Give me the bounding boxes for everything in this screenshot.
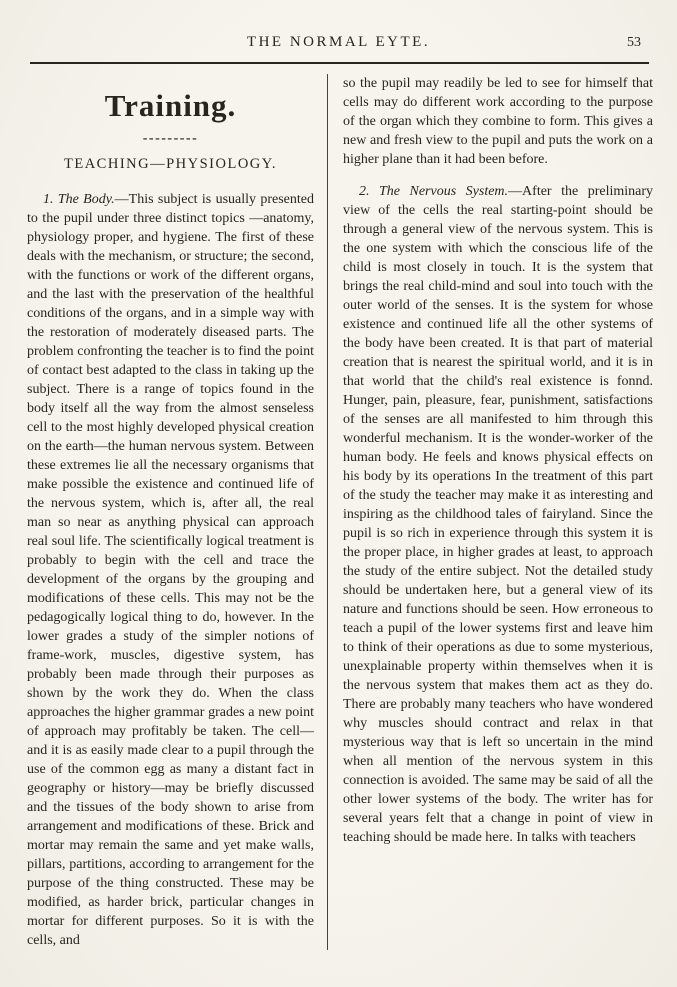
page-number: 53 xyxy=(627,35,641,50)
paragraph-lead: The Nervous System. xyxy=(369,184,509,199)
paragraph-nervous-system xyxy=(343,182,653,847)
right-column xyxy=(328,74,653,964)
section-title: Training. xyxy=(104,88,237,123)
paragraph-text: —After the preliminary view of the cells the real starting-point should be through a general view of the nervous system. This is the one system with which the conscious life of the child is most closely in touch. It is the system that brings the real child-mind and soul into touch with the outer world of the senses. It is the system for whose existence and continued life all the other systems of the body have been created. It is that part of material creation that is nearest the spiritual world, and it is in that world that the child's real existence is fonnd. Hunger, pain, pleasure, fear, punishment, satisfactions of the senses are all manifested to him through this wonderful mechanism. It is the wonder-worker of the human body. He feels and knows physical effects on his body by its operations In the treatment of this part of the study the teacher may make it as interesting and inspiring as the childhood tales of fairyland. Since the pupil is so rich in experience through this system it is the proper place, in higher grades at least, to approach the study of the entire subject. Not the detailed study should be undertaken here, but a general view of its nature and functions should be seen. How erroneous to teach a pupil of the lower systems first and leave him to think of their operations as due to some mysterious, unexplainable property within themselves when it is the nervous system that makes them act as they do. There are probably many teachers who have wondered why muscles should contract and relax in that mysterious way that is left so uncertain in the mind when all mention of the nervous system in this connection is avoided. The same may be said of all the other lower systems of the body. The writer has for several years felt that a change in point of view in teaching should be made here. In talks with teachers xyxy=(343,184,653,845)
ornament-rule: --------- xyxy=(142,131,199,146)
article-subheading: TEACHING—PHYSIOLOGY. xyxy=(64,156,277,172)
paragraph-lead: The Body. xyxy=(53,192,115,207)
page-header xyxy=(0,0,677,58)
paragraph-continuation xyxy=(343,74,653,169)
paragraph-the-body xyxy=(27,190,314,950)
publication-title: THE NORMAL EYTE. xyxy=(246,34,431,50)
paragraph-text: so the pupil may readily be led to see for himself that cells may do different work according to the purpose of the organ which they combine to form. This gives a new and fresh view to the pupil and puts the work on a higher plane than it had been before. xyxy=(343,76,653,167)
two-column-layout xyxy=(0,64,677,964)
paragraph-number: 2. xyxy=(359,184,370,199)
paragraph-number: 1. xyxy=(43,192,54,207)
paragraph-text: —This subject is usually presented to the pupil under three distinct topics —anatomy, physiology proper, and hygiene. The first of these deals with the mechanism, or structure; the second, with the functions or work of the different organs, and the last with the preservation of the healthful conditions of the organs, and in a simple way with the restoration of moderately diseased parts. The problem confronting the teacher is to find the point of contact best adapted to the class in taking up the subject. There is a range of topics found in the body itself all the way from the almost senseless cell to the most highly developed physical creation on the earth—the human nervous system. Between these extremes lie all the necessary organisms that make possible the existence and continued life of the nervous system, which is, after all, the real man so near as anything physical can approach real soul life. The scientifically logical treatment is probably to begin with the cell and trace the development of the organs by the grouping and modifications of these cells. This may not be the pedagogically logical thing to do, however. In the lower grades a study of the simpler notions of frame-work, muscles, digestive system, has probably been made through their purposes as shown by the work they do. When the class approaches the higher grammar grades a new point of approach may profitably be taken. The cell—and it is as easily made clear to a pupil through the use of the common egg as many a distant fact in geography or history—may be briefly discussed and the tissues of the body shown to arise from arrangement and modifications of these. Brick and mortar may remain the same and yet make walls, pillars, partitions, according to arrangement for the purpose of the thing constructed. These may be modified, as harder brick, particular changes in mortar for different purposes. So it is with the cells, and xyxy=(27,192,314,948)
left-column xyxy=(27,74,327,964)
